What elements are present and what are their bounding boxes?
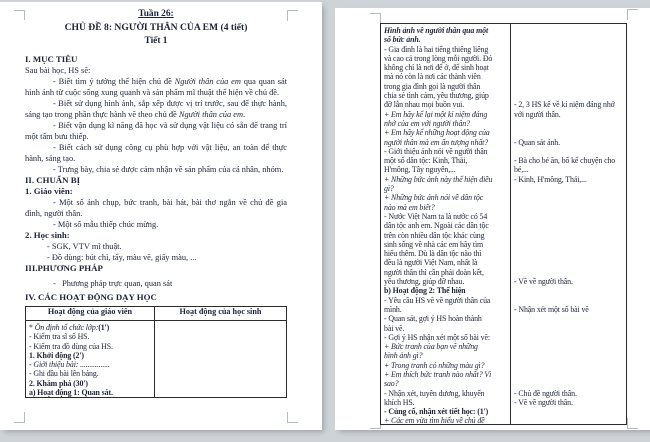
- paragraph: IV. CÁC HOẠT ĐỘNG DẠY HỌC: [25, 292, 157, 302]
- text-line: [514, 184, 625, 193]
- text-line: bài vẽ.: [384, 323, 405, 333]
- text-line: [514, 119, 625, 128]
- text-line: khích HS.: [384, 397, 415, 407]
- text-line: [514, 342, 625, 351]
- paragraph: - Biết sử dụng hình ảnh, sắp xếp được vị trí trước, sau để thực hành, sáng tạo trong phần thực hành vẽ theo chủ đề Người thân của em.: [25, 99, 287, 119]
- paragraph: 1. Giáo viên:: [25, 186, 73, 196]
- text-line: đều là người Việt Nam, nhất là: [384, 258, 478, 268]
- text-line: [514, 91, 625, 100]
- text-line: [514, 212, 625, 221]
- paragraph: - Đồ dùng: bút chì, tẩy, màu vẽ, giấy màu, ...: [47, 253, 197, 262]
- text-line: + Những bức ảnh nói về dân tộc: [384, 193, 484, 203]
- text-line: dân tộc anh em. Ngoài các dân tộc: [384, 221, 489, 231]
- text-line: Hình ảnh về người thân qua một: [384, 26, 489, 35]
- student-activities-cell: [155, 321, 286, 323]
- text-line: - Giới thiệu ảnh nói về người thân: [384, 146, 488, 156]
- text-line: [514, 63, 625, 72]
- text-line: [514, 231, 625, 240]
- text-line: người thân thì cần phải đoàn kết,: [384, 267, 484, 277]
- text-line: bé,...: [514, 165, 529, 175]
- text-line: chia sẻ tình cảm, yêu thương, giúp: [384, 91, 489, 101]
- text-line: [514, 35, 625, 44]
- text-line: mình.: [384, 304, 402, 314]
- text-line: với người thân.: [514, 109, 561, 119]
- activities-table: [25, 306, 287, 398]
- text-line: [514, 26, 625, 35]
- text-line: - Gia đình là hai tiếng thiêng liêng: [384, 44, 489, 54]
- text-line: [514, 370, 625, 379]
- text-line: - Nhận xét một số bài vẽ: [514, 304, 589, 314]
- body-paragraphs: [25, 54, 287, 303]
- text-line: - Gợi ý HS nhận xét một số bài vẽ:: [384, 332, 490, 342]
- text-line: - Chủ đề người thân.: [514, 388, 577, 398]
- text-line: sao?: [384, 379, 399, 389]
- text-boundary-mark: [370, 13, 381, 23]
- text-line: yêu thương, giúp đỡ nhau.: [384, 277, 465, 287]
- text-boundary-mark: [14, 10, 25, 20]
- teacher-activities-cell: [26, 321, 154, 397]
- text-line: [514, 407, 625, 416]
- text-line: * Ổn định tổ chức lớp:(1'): [29, 323, 110, 332]
- text-line: [514, 361, 625, 370]
- text-line: - Bà cho bé ăn, bố kể chuyện cho: [514, 156, 616, 166]
- text-line: + Bức tranh của bạn vẽ những: [384, 342, 478, 352]
- text-line: + Những bức ảnh này thể hiện điều: [384, 174, 493, 184]
- text-line: + Em hãy kể lại một kỉ niệm đáng: [384, 109, 488, 119]
- text-line: gì?: [384, 184, 394, 194]
- text-line: [514, 258, 625, 267]
- text-line: - Kiểm tra đồ dùng của HS.: [29, 341, 113, 351]
- text-line: + Em hãy kể những hoạt động của: [384, 128, 490, 138]
- text-line: [514, 296, 625, 305]
- text-line: - Nước Việt Nam ta là nước có 54: [384, 211, 488, 221]
- text-line: 1. Khởi động (2'): [29, 350, 84, 360]
- text-boundary-mark: [287, 412, 298, 423]
- text-line: - Giới thiệu bài: ................: [29, 360, 110, 370]
- doc-theme-title: CHỦ ĐỀ 8: NGƯỜI THÂN CỦA EM (4 tiết): [64, 22, 248, 33]
- paragraph: - Biết vận dụng kĩ năng đã học và sử dụng vật liệu có sẵn để trang trí một tấm bưu thiếp.: [25, 121, 287, 141]
- student-activities-cell: [511, 24, 626, 424]
- text-boundary-mark: [627, 418, 638, 429]
- text-line: - Nhận xét, tuyên dương, khuyến: [384, 388, 485, 398]
- text-line: 2. Khám phá (30'): [29, 378, 88, 388]
- text-line: [514, 268, 625, 277]
- paragraph: 2. Học sinh:: [25, 230, 70, 240]
- text-line: - Kiểm tra sĩ số HS.: [29, 332, 90, 342]
- text-boundary-mark: [287, 10, 298, 21]
- doc-lesson-title: Tiết 1: [144, 36, 168, 46]
- text-line: đỡ lẫn nhau mọi buồn vui.: [384, 100, 465, 110]
- text-line: a) Hoạt động 1: Quan sát.: [29, 388, 113, 398]
- paragraph: I. MỤC TIÊU: [25, 54, 78, 64]
- text-line: [514, 351, 625, 360]
- page-left: [0, 2, 322, 430]
- paragraph: - Phương pháp trực quan, quan sát: [53, 279, 173, 288]
- table-header-row: [26, 307, 287, 321]
- paragraph: - Một số mẫu thiếp chúc mừng.: [53, 220, 159, 229]
- page-right: [335, 8, 650, 430]
- text-line: - Quan sát, gợi ý HS hoàn thành: [384, 314, 482, 324]
- text-line: [514, 324, 625, 333]
- text-line: số bức ảnh.: [384, 35, 421, 45]
- text-line: [514, 45, 625, 54]
- paragraph: - Trưng bày, chia sẻ được cảm nhận về sản phẩm của cá nhân, nhóm.: [53, 165, 284, 174]
- text-line: + Em thích bức tranh nào nhất? Vì: [384, 369, 492, 379]
- text-line: [514, 147, 625, 156]
- text-line: - 2, 3 HS kể về kỉ niệm đáng nhớ: [514, 100, 615, 110]
- text-line: - Ghi đầu bài lên bảng.: [29, 369, 99, 379]
- text-line: [514, 128, 625, 137]
- paragraph: III.PHƯƠNG PHÁP: [25, 263, 103, 273]
- text-line: [514, 193, 625, 202]
- text-boundary-mark: [14, 412, 25, 423]
- table-header-student: Hoạt động của học sinh: [155, 307, 287, 321]
- text-line: H'mông, Tây nguyên,...: [384, 165, 456, 175]
- text-line: [514, 54, 625, 63]
- text-line: sinh sống về nhà các em hãy tìm: [384, 239, 484, 249]
- text-line: - Củng cố, nhận xét tiết học: (1'): [384, 407, 489, 417]
- text-line: nhớ của em với người thân?: [384, 118, 470, 128]
- text-boundary-mark: [627, 9, 638, 20]
- teacher-activities-cell: [381, 24, 511, 424]
- text-line: [514, 314, 625, 323]
- text-line: + Trong tranh có những màu gì?: [384, 360, 485, 370]
- text-line: không chỉ là nơi để ở, để sinh hoạt: [384, 63, 489, 73]
- text-line: - Quan sát ảnh.: [514, 137, 560, 147]
- text-line: - Vẽ về người thân.: [514, 397, 573, 407]
- text-line: và cao cả trong lòng mỗi người. Đó: [384, 53, 493, 63]
- text-line: [514, 203, 625, 212]
- text-line: mà nó còn là nơi các thành viên: [384, 72, 481, 82]
- text-line: người thân mà em ấn tượng nhất?: [384, 137, 489, 147]
- text-line: [514, 240, 625, 249]
- text-line: [514, 379, 625, 388]
- text-line: [514, 249, 625, 258]
- text-line: [514, 221, 625, 230]
- paragraph: - Biết cách sử dụng công cụ phù hợp với vật liệu, an toàn để thực hành, sáng tạo.: [25, 143, 287, 163]
- text-line: nào mà em biết?: [384, 202, 435, 212]
- text-line: [514, 82, 625, 91]
- text-line: - Vẽ về người thân.: [514, 277, 573, 287]
- text-line: hiểu thêm. Dù là dân tộc nào thì: [384, 249, 482, 259]
- text-line: [514, 286, 625, 295]
- paragraph: Sau bài học, HS sẽ:: [25, 66, 91, 75]
- text-line: - Yêu cầu HS vẽ về người thân của: [384, 295, 491, 305]
- text-line: + Các em vừa tìm hiểu về chủ đề: [384, 416, 485, 424]
- paragraph: II. CHUẨN BỊ: [25, 175, 80, 185]
- doc-week-title: Tuần 26:: [138, 9, 174, 19]
- text-line: - Kinh, H'mông, Thái,...: [514, 174, 587, 184]
- text-line: trên còn nhiều dân tộc khác cùng: [384, 230, 485, 240]
- table-header-teacher: Hoạt động của giáo viên: [26, 307, 155, 321]
- paragraph: - Một số ảnh chụp, bức tranh, bài hát, bài thơ ngắn về chủ đề gia đình, người thân.: [25, 198, 287, 218]
- activities-table-continued: [380, 23, 627, 425]
- paragraph: - SGK, VTV mĩ thuật.: [47, 242, 122, 251]
- text-line: trong gia đình gọi là người thân: [384, 81, 481, 91]
- paragraph: - Biết tìm ý tưởng thể hiện chủ đề Người thân của em qua quan sát hình ảnh từ cuộc sống xung quanh và sản phẩm mĩ thuật thể hiện về chủ đề.: [25, 77, 287, 97]
- text-line: b) Hoạt động 2: Thể hiện: [384, 286, 466, 296]
- table-row: [26, 321, 287, 398]
- text-line: hình ảnh gì?: [384, 351, 423, 361]
- text-line: [514, 416, 625, 424]
- text-line: [514, 333, 625, 342]
- text-line: một số dân tộc: Kinh, Thái,: [384, 156, 468, 166]
- text-line: [514, 72, 625, 81]
